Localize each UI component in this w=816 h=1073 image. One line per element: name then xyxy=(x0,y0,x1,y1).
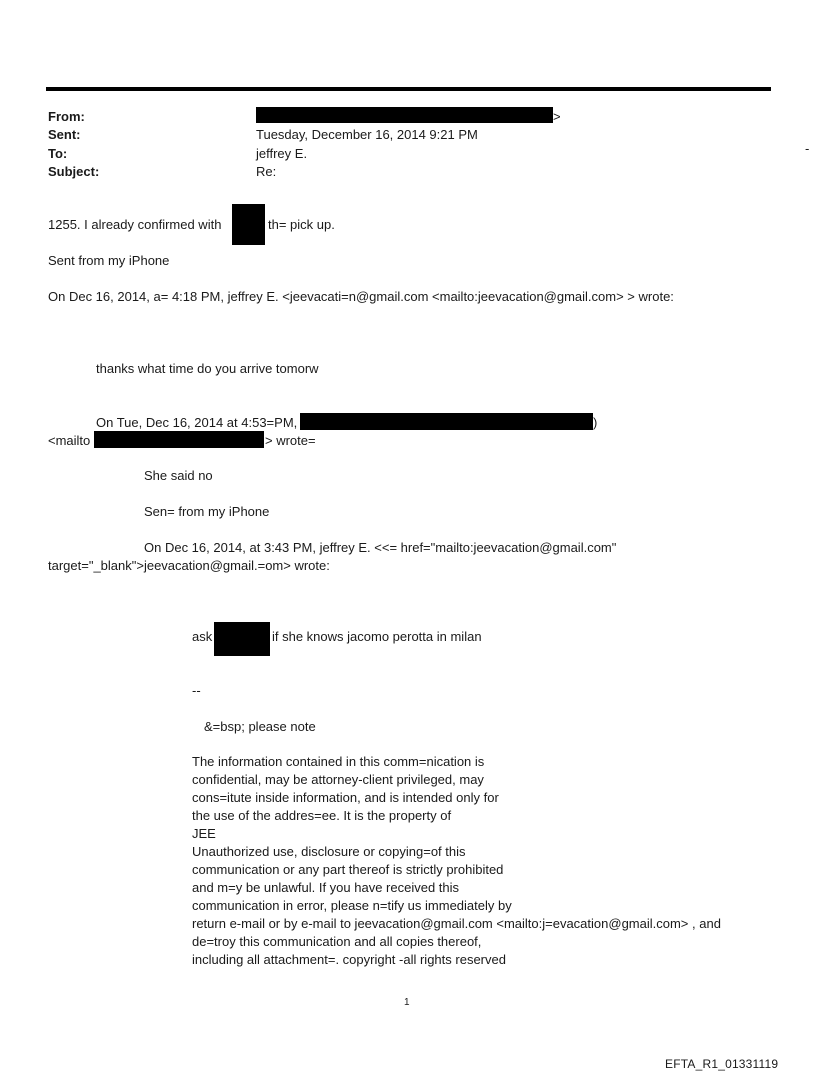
thanks-line: thanks what time do you arrive tomorw xyxy=(96,361,319,376)
disclaimer-line: communication in error, please n=tify us immediately by xyxy=(192,898,512,913)
to-label: To: xyxy=(48,146,68,161)
disclaimer-line: The information contained in this comm=nication is xyxy=(192,754,485,769)
reply-redaction xyxy=(232,204,265,245)
margin-mark: - xyxy=(805,141,810,156)
reply-line-pre: 1255. I already confirmed with xyxy=(48,217,222,232)
mailto-redaction xyxy=(94,431,264,448)
sender-redaction xyxy=(300,413,593,430)
ask-pre: ask xyxy=(192,629,213,644)
please-note: &=bsp; please note xyxy=(204,719,316,734)
disclaimer-line: the use of the addres=ee. It is the property of xyxy=(192,808,452,823)
to-value: jeffrey E. xyxy=(256,146,308,161)
mailto-pre: <mailto xyxy=(48,433,91,448)
sent-from-iphone: Sent from my iPhone xyxy=(48,253,170,268)
page-number: 1 xyxy=(404,997,410,1008)
sent-from-iphone-2: Sen= from my iPhone xyxy=(144,504,270,519)
disclaimer-line: JEE xyxy=(192,826,216,841)
from-label: From: xyxy=(48,109,85,124)
disclaimer-line: including all attachment=. copyright -all rights reserved xyxy=(192,952,506,967)
mailto-post: > wrote= xyxy=(265,433,316,448)
quoted-header-2-end: ) xyxy=(593,415,598,430)
disclaimer-line: confidential, may be attorney-client privileged, may xyxy=(192,772,484,787)
disclaimer-line: de=troy this communication and all copies thereof, xyxy=(192,934,482,949)
quoted-header-1: On Dec 16, 2014, a= 4:18 PM, jeffrey E. <jeevacati=n@gmail.com <mailto:jeevacation@gmail.com> > wrote: xyxy=(48,289,674,304)
target-line: target="_blank">jeevacation@gmail.=om> wrote: xyxy=(48,558,330,573)
subject-value: Re: xyxy=(256,164,277,179)
from-suffix: > xyxy=(553,109,561,124)
from-redaction xyxy=(256,107,553,123)
reply-line-post: th= pick up. xyxy=(268,217,335,232)
quoted-header-2: On Tue, Dec 16, 2014 at 4:53=PM, xyxy=(96,415,298,430)
disclaimer-line: return e-mail or by e-mail to jeevacation@gmail.com <mailto:j=evacation@gmail.com> , and xyxy=(192,916,721,931)
disclaimer-line: Unauthorized use, disclosure or copying=of this xyxy=(192,844,466,859)
sent-label: Sent: xyxy=(48,127,81,142)
ask-post: if she knows jacomo perotta in milan xyxy=(272,629,482,644)
document-id: EFTA_R1_01331119 xyxy=(665,1057,779,1071)
disclaimer-line: cons=itute inside information, and is intended only for xyxy=(192,790,499,805)
disclaimer-line: and m=y be unlawful. If you have received this xyxy=(192,880,460,895)
she-said-no: She said no xyxy=(144,468,213,483)
disclaimer-line: communication or any part thereof is strictly prohibited xyxy=(192,862,504,877)
subject-label: Subject: xyxy=(48,164,100,179)
quoted-header-3: On Dec 16, 2014, at 3:43 PM, jeffrey E. <<= href="mailto:jeevacation@gmail.com" xyxy=(144,540,617,555)
sent-value: Tuesday, December 16, 2014 9:21 PM xyxy=(256,127,478,142)
header-rule xyxy=(46,87,771,91)
signature-dashes: -- xyxy=(192,683,201,698)
ask-redaction xyxy=(214,622,270,656)
